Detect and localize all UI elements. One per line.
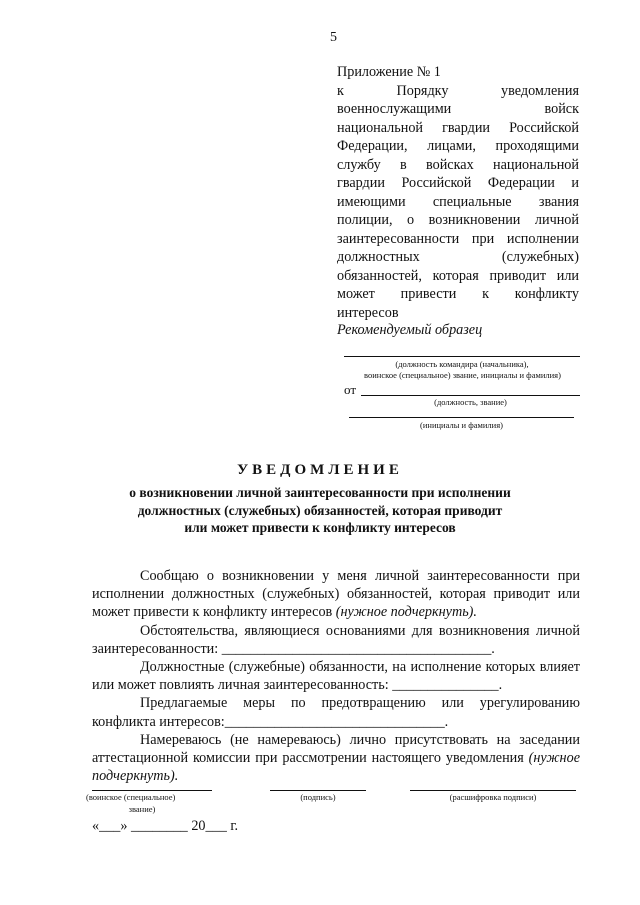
appendix-line: может привести к конфликту	[337, 286, 579, 302]
subtitle-line: или может привести к конфликту интересов	[184, 520, 456, 535]
page-number: 5	[330, 30, 337, 45]
appendix-line: национальной гвардии Российской	[337, 119, 579, 136]
sample-label: Рекомендуемый образец	[337, 322, 483, 338]
appendix-line: должностных (служебных)	[337, 249, 579, 265]
appendix-line: обязанностей, которая приводит или	[337, 267, 579, 284]
paragraph-text: Сообщаю о возникновении у меня личной заинтересованности при исполнении должностных (служебных) обязанностей, которая приводит или может привести к конфликту интересов	[92, 568, 580, 621]
appendix-line: военнослужащими войск	[337, 101, 579, 117]
rank-caption: (воинское (специальное)	[86, 792, 176, 802]
rank-line	[92, 790, 212, 791]
subtitle-line: о возникновении личной заинтересованности при исполнении	[129, 485, 511, 500]
appendix-line: полиции, о возникновении личной	[337, 212, 579, 228]
signature-line	[270, 790, 366, 791]
paragraph-note: (нужное подчеркнуть).	[92, 750, 580, 785]
paragraph-5	[92, 731, 580, 786]
appendix-line: службу в войсках национальной	[337, 156, 579, 173]
paragraph-1	[92, 567, 580, 622]
document-title: УВЕДОМЛЕНИЕ	[237, 462, 403, 478]
appendix-line: интересов	[337, 304, 399, 321]
commander-line	[344, 356, 580, 357]
decode-caption: (расшифровка подписи)	[449, 792, 537, 802]
appendix-title: Приложение № 1	[337, 64, 441, 80]
name-caption: (инициалы и фамилия)	[420, 420, 503, 430]
decode-line	[410, 790, 576, 791]
appendix-line: Федерации, лицами, проходящими	[337, 138, 579, 154]
appendix-line: к Порядку уведомления	[337, 82, 579, 99]
paragraph-3: Должностные (служебные) обязанности, на исполнение которых влияет или может повлиять личная заинтересованность: _______________.	[92, 659, 580, 694]
commander-caption: (должность командира (начальника),	[395, 359, 529, 369]
paragraph-note: (нужное подчеркнуть).	[335, 604, 477, 621]
appendix-line: имеющими специальные звания	[337, 193, 579, 210]
commander-caption-2: воинское (специальное) звание, инициалы и фамилия)	[364, 370, 561, 380]
document-subtitle	[0, 484, 640, 537]
notification-body	[92, 567, 580, 785]
from-label: от	[344, 382, 357, 397]
subtitle-line: должностных (служебных) обязанностей, которая приводит	[137, 502, 503, 518]
appendix-line: гвардии Российской Федерации и	[337, 175, 579, 191]
position-line	[361, 395, 580, 396]
rank-caption-2: звание)	[128, 804, 156, 814]
paragraph-text: Намереваюсь (не намереваюсь) лично присутствовать на заседании аттестационной комиссии при рассмотрении настоящего уведомления	[92, 731, 580, 767]
position-caption: (должность, звание)	[434, 397, 507, 407]
appendix-header	[337, 63, 579, 322]
paragraph-2: Обстоятельства, являющиеся основаниями для возникновения личной заинтересованности: ______________________________________.	[92, 622, 580, 657]
date-line: «___» ________ 20___ г.	[92, 818, 239, 834]
signature-caption: (подпись)	[300, 792, 336, 802]
name-line	[349, 417, 574, 418]
appendix-line: заинтересованности при исполнении	[337, 230, 579, 247]
paragraph-4: Предлагаемые меры по предотвращению или урегулированию конфликта интересов:_______________________________.	[92, 695, 580, 730]
